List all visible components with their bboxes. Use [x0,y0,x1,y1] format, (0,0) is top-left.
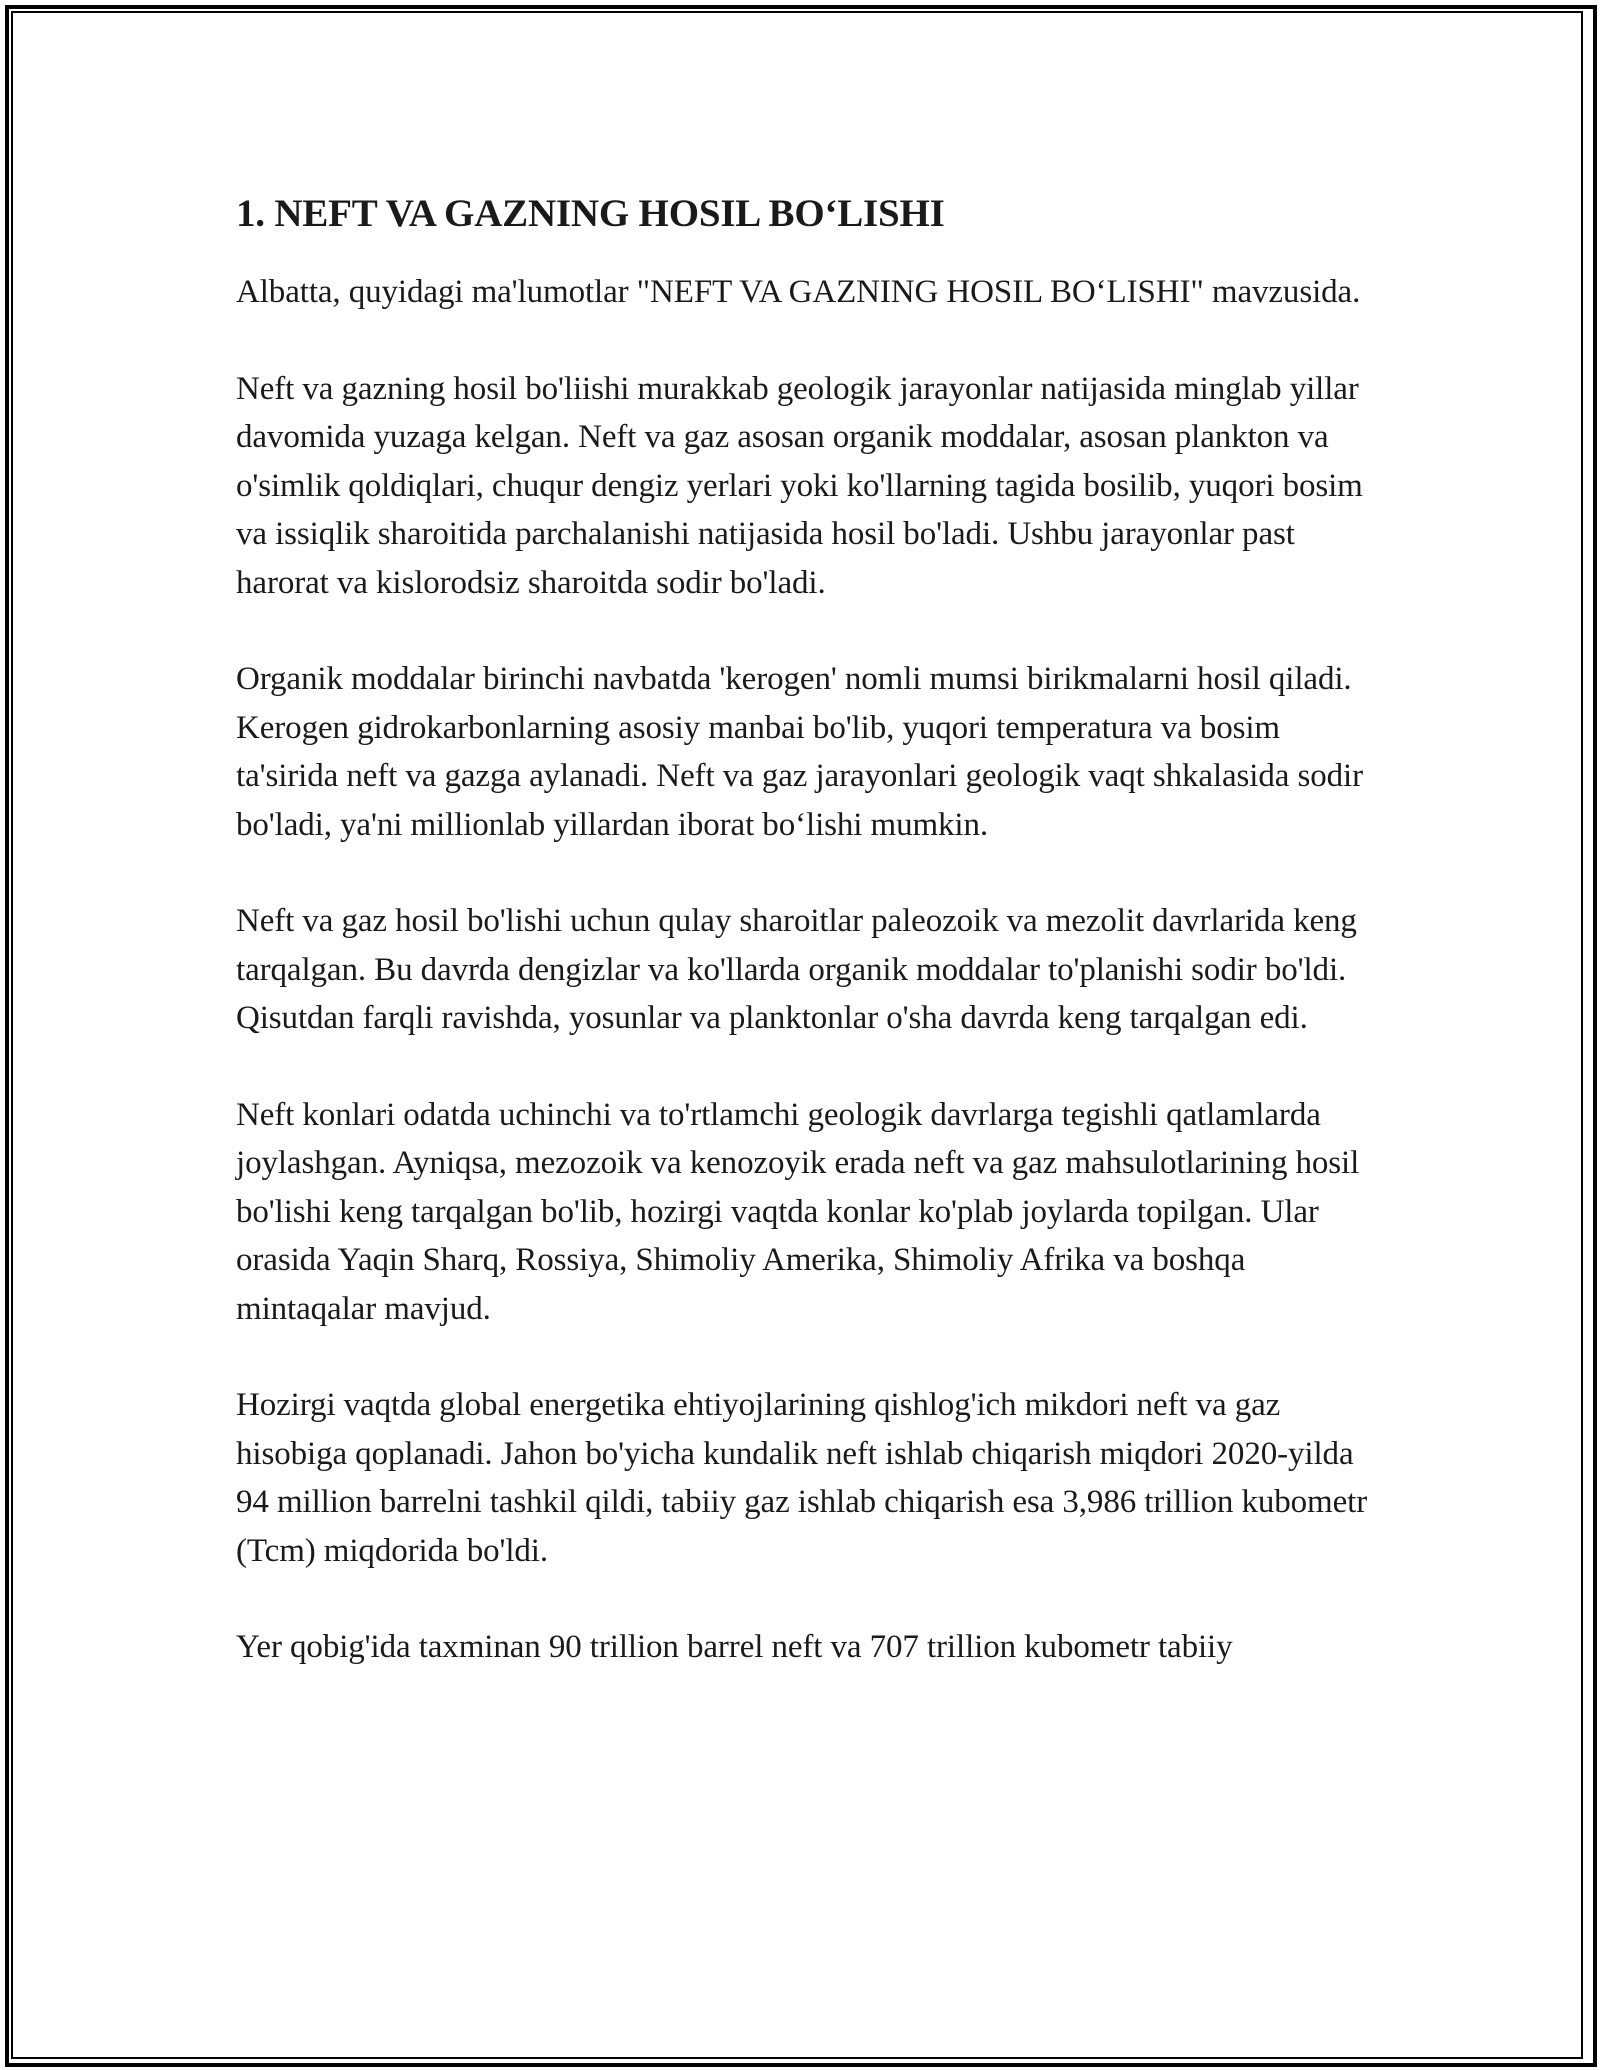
paragraph-deposits: Neft konlari odatda uchinchi va to'rtlamchi geologik davrlarga tegishli qatlamlarda joylashgan. Ayniqsa, mezozoik va kenozoyik erada neft va gaz mahsulotlarining hosil bo'lishi keng tarqalgan bo'lib, hozirgi vaqtda konlar ko'plab joylarda topilgan. Ular orasida Yaqin Sharq, Rossiya, Shimoliy Amerika, Shimoliy Afrika va boshqa mintaqalar mavjud. [236,1096,1360,1327]
section-heading: 1. NEFT VA GAZNING HOSIL BO‘LISHI [236,192,945,235]
paragraph-formation: Neft va gazning hosil bo'liishi murakkab geologik jarayonlar natijasida minglab yillar davomida yuzaga kelgan. Neft va gaz asosan organik moddalar, asosan plankton va o'simlik qoldiqlari, chuqur dengiz yerlari yoki ko'llarning tagida bosilib, yuqori bosim va issiqlik sharoitida parchalanishi natijasida hosil bo'ladi. Ushbu jarayonlar past harorat va kislorodsiz sharoitda sodir bo'ladi. [236,370,1363,601]
paragraph-production: Hozirgi vaqtda global energetika ehtiyojlarining qishlog'ich mikdori neft va gaz hisobiga qoplanadi. Jahon bo'yicha kundalik neft ishlab chiqarish miqdori 2020-yilda 94 million barrelni tashkil qildi, tabiiy gaz ishlab chiqarish esa 3,986 trillion kubometr (Tcm) miqdorida bo'ldi. [236,1387,1368,1569]
document-body [236,190,1376,1720]
paragraph-kerogen: Organik moddalar birinchi navbatda 'kerogen' nomli mumsi birikmalarni hosil qiladi. Kerogen gidrokarbonlarning asosiy manbai bo'lib, yuqori temperatura va bosim ta'sirida neft va gazga aylanadi. Neft va gaz jarayonlari geologik vaqt shkalasida sodir bo'ladi, ya'ni millionlab yillardan iborat bo‘lishi mumkin. [236,661,1363,843]
paragraph-conditions: Neft va gaz hosil bo'lishi uchun qulay sharoitlar paleozoik va mezolit davrlarida keng tarqalgan. Bu davrda dengizlar va ko'llarda organik moddalar to'planishi sodir bo'ldi. Qisutdan farqli ravishda, yosunlar va planktonlar o'sha davrda keng tarqalgan edi. [236,903,1357,1036]
paragraph-intro: Albatta, quyidagi ma'lumotlar "NEFT VA GAZNING HOSIL BO‘LISHI" mavzusida. [236,274,1361,310]
paragraph-reserves: Yer qobig'ida taxminan 90 trillion barrel neft va 707 trillion kubometr tabiiy [236,1629,1233,1665]
